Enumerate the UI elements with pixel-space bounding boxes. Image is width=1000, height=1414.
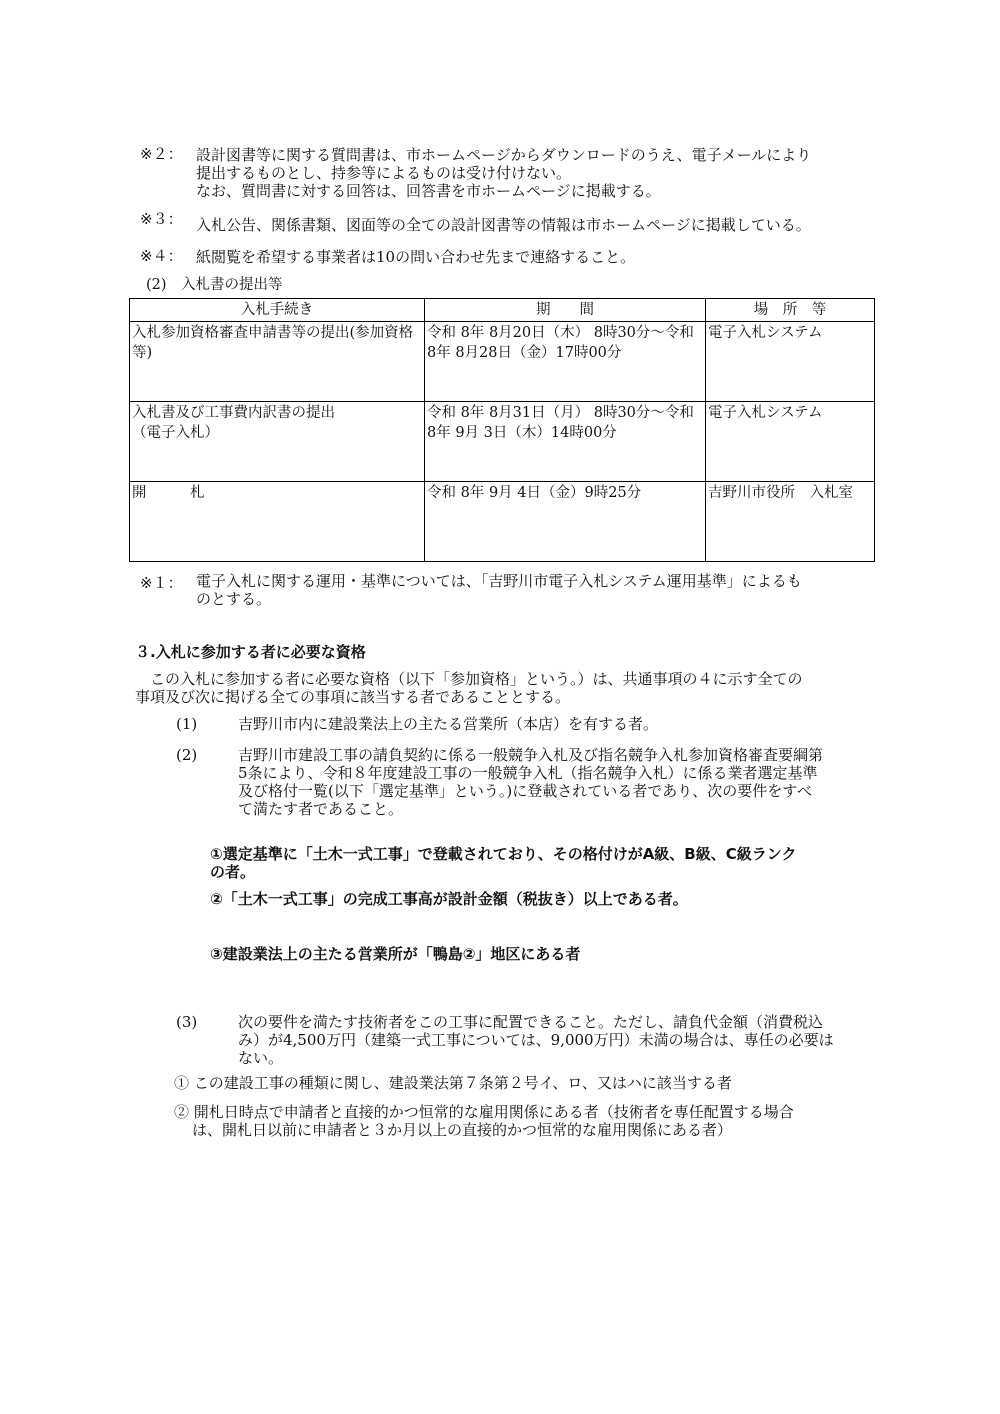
section-3-intro-line-1: この入札に参加する者に必要な資格（以下「参加資格」という。）は、共通事項の４に示す全ての xyxy=(150,670,803,688)
note-2-line-2: 提出するものとし、持参等によるものは受け付けない。 xyxy=(196,164,572,182)
section-2-heading: (2) 入札書の提出等 xyxy=(146,277,283,293)
item-2-line-2: 5条により、令和８年度建設工事の一般競争入札（指名競争入札）に係る業者選定基準 xyxy=(238,764,818,782)
item-2-line-3: 及び格付一覧(以下「選定基準」という。)に登載されている者であり、次の要件をすべ xyxy=(238,782,812,800)
note-2-line-3: なお、質問書に対する回答は、回答書を市ホームページに掲載する。 xyxy=(196,182,661,200)
note-1-mark: ※１： xyxy=(140,574,183,592)
cell-procedure: 入札参加資格審査申請書等の提出(参加資格等) xyxy=(130,322,425,402)
cell-period: 令和 8年 9月 4日（金）9時25分 xyxy=(425,482,706,562)
table-row xyxy=(130,322,875,402)
item-1-number: (1) xyxy=(176,715,198,733)
table-header-row xyxy=(130,299,875,322)
note-2-mark: ※２： xyxy=(140,145,183,163)
requirement-3: ③建設業法上の主たる営業所が「鴨島②」地区にある者 xyxy=(210,945,581,963)
bid-submission-table xyxy=(129,298,875,562)
item-3-line-3: ない。 xyxy=(238,1049,284,1067)
header-procedure: 入札手続き xyxy=(130,299,425,322)
note-2-line-1: 設計図書等に関する質問書は、市ホームページからダウンロードのうえ、電子メールにより xyxy=(196,146,812,164)
section-3-heading: ３.入札に参加する者に必要な資格 xyxy=(135,643,366,661)
requirement-1-line-2: の者。 xyxy=(210,863,256,881)
cell-period: 令和 8年 8月20日（木） 8時30分～令和 8年 8月28日（金）17時00分 xyxy=(425,322,706,402)
note-3-line-1: 入札公告、関係書類、図面等の全ての設計図書等の情報は市ホームページに掲載している。 xyxy=(196,216,811,234)
header-place: 場 所 等 xyxy=(706,299,875,322)
item-1-text: 吉野川市内に建設業法上の主たる営業所（本店）を有する者。 xyxy=(238,715,659,733)
item-3-line-2: み）が4,500万円（建築一式工事については、9,000万円）未満の場合は、専任の必要は xyxy=(238,1031,834,1049)
requirement-2: ②「土木一式工事」の完成工事高が設計金額（税抜き）以上である者。 xyxy=(210,890,688,908)
cell-place: 電子入札システム xyxy=(706,402,875,482)
requirement-1-line-1: ①選定基準に「土木一式工事」で登載されており、その格付けがA級、B級、C級ランク xyxy=(210,845,797,863)
item-3-number: (3) xyxy=(176,1013,198,1031)
note-1-line-2: のとする。 xyxy=(196,590,272,608)
note-4-line-1: 紙閲覧を希望する事業者は10の問い合わせ先まで連絡すること。 xyxy=(196,248,636,266)
item-2-number: (2) xyxy=(176,746,198,764)
item-3-line-1: 次の要件を満たす技術者をこの工事に配置できること。ただし、請負代金額（消費税込 xyxy=(238,1013,824,1031)
cell-procedure: 入札書及び工事費内訳書の提出 （電子入札） xyxy=(130,402,425,482)
sub-requirement-2-line-1: ② 開札日時点で申請者と直接的かつ恒常的な雇用関係にある者（技術者を専任配置する場合 xyxy=(174,1103,794,1121)
note-1-line-1: 電子入札に関する運用・基準については、「吉野川市電子入札システム運用基準」によるも xyxy=(196,572,802,590)
section-3-intro-line-2: 事項及び次に掲げる全ての事項に該当する者であることとする。 xyxy=(135,688,571,706)
cell-procedure: 開 札 xyxy=(130,482,425,562)
sub-requirement-2-line-2: は、開札日以前に申請者と３か月以上の直接的かつ恒常的な雇用関係にある者） xyxy=(192,1121,733,1139)
item-2-line-4: て満たす者であること。 xyxy=(238,800,404,818)
note-3-mark: ※３： xyxy=(140,210,183,228)
sub-requirement-1: ① この建設工事の種類に関し、建設業法第７条第２号イ、ロ、又はハに該当する者 xyxy=(174,1074,732,1092)
cell-place: 吉野川市役所 入札室 xyxy=(706,482,875,562)
header-period: 期 間 xyxy=(425,299,706,322)
cell-period: 令和 8年 8月31日（月） 8時30分～令和 8年 9月 3日（木）14時00分 xyxy=(425,402,706,482)
cell-place: 電子入札システム xyxy=(706,322,875,402)
note-4-mark: ※４： xyxy=(140,247,183,265)
item-2-line-1: 吉野川市建設工事の請負契約に係る一般競争入札及び指名競争入札参加資格審査要綱第 xyxy=(238,746,824,764)
table-row xyxy=(130,402,875,482)
table-row xyxy=(130,482,875,562)
